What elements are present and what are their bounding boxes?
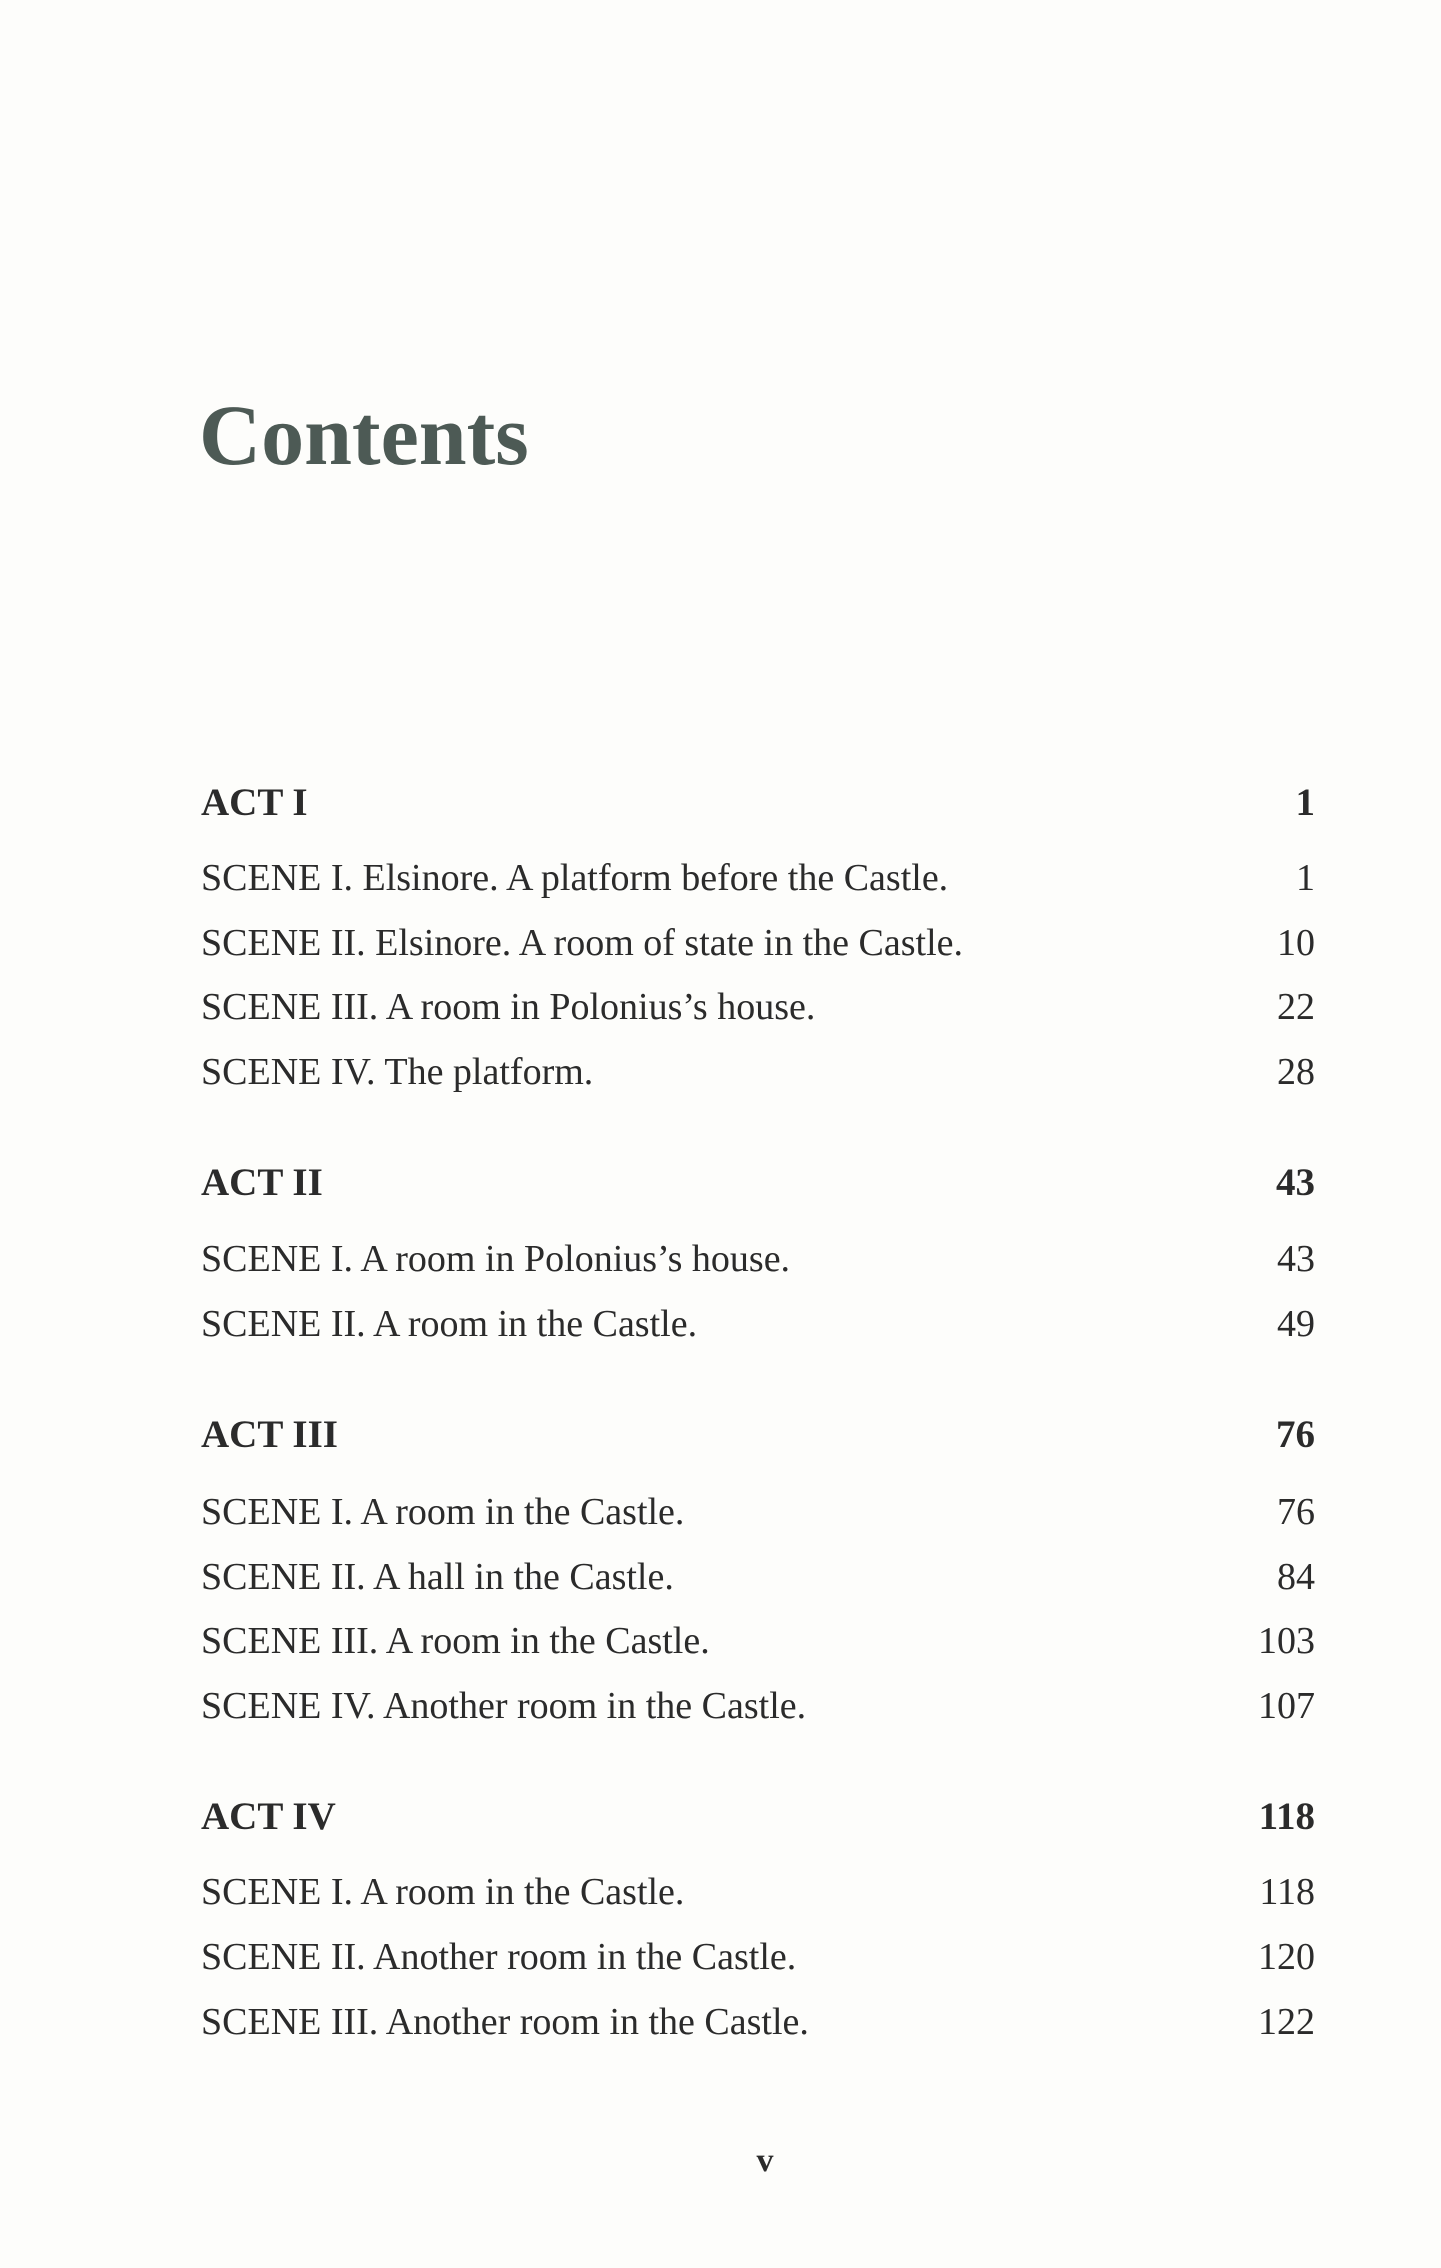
scene-entry (201, 1867, 1315, 1917)
scene-entry-page: 120 (1258, 1936, 1315, 1978)
scene-entry-label: SCENE II. Elsinore. A room of state in the Castle. (201, 922, 964, 964)
scene-entry (201, 1487, 1315, 1537)
scene-entry-label: SCENE IV. The platform. (201, 1051, 594, 1093)
scene-entry-label: SCENE III. A room in Polonius’s house. (201, 986, 816, 1028)
act-heading-label: ACT III (201, 1413, 338, 1456)
scene-entry-label: SCENE II. A hall in the Castle. (201, 1556, 674, 1598)
act-heading-page: 43 (1276, 1161, 1315, 1204)
scene-entry-label: SCENE IV. Another room in the Castle. (201, 1685, 807, 1727)
scene-entry (201, 1932, 1315, 1982)
act-heading-page: 1 (1295, 781, 1315, 824)
page-title: Contents (199, 387, 529, 483)
scene-entry-label: SCENE III. A room in the Castle. (201, 1620, 710, 1662)
scene-entry (201, 853, 1315, 903)
scene-entry-page: 22 (1277, 986, 1315, 1028)
scene-entry (201, 1047, 1315, 1097)
act-heading-page: 76 (1276, 1413, 1315, 1456)
act-heading (201, 1158, 1315, 1208)
scene-entry-label: SCENE II. A room in the Castle. (201, 1303, 698, 1345)
scene-entry-page: 28 (1277, 1051, 1315, 1093)
scene-entry-page: 103 (1258, 1620, 1315, 1662)
act-heading-label: ACT II (201, 1161, 323, 1204)
act-heading (201, 778, 1315, 828)
scene-entry-label: SCENE I. A room in Polonius’s house. (201, 1238, 791, 1280)
act-heading-label: ACT IV (201, 1795, 336, 1838)
scene-entry (201, 1681, 1315, 1731)
scene-entry (201, 1299, 1315, 1349)
act-heading-label: ACT I (201, 781, 308, 824)
scene-entry-page: 122 (1258, 2001, 1315, 2043)
scene-entry (201, 1616, 1315, 1666)
scene-entry-label: SCENE I. Elsinore. A platform before the Castle. (201, 857, 949, 899)
scene-entry-page: 49 (1277, 1303, 1315, 1345)
act-heading (201, 1792, 1315, 1842)
scene-entry (201, 982, 1315, 1032)
scene-entry (201, 918, 1315, 968)
act-heading (201, 1410, 1315, 1460)
scene-entry-page: 118 (1259, 1871, 1315, 1913)
scene-entry-label: SCENE I. A room in the Castle. (201, 1871, 685, 1913)
scene-entry-label: SCENE I. A room in the Castle. (201, 1491, 685, 1533)
scene-entry (201, 1552, 1315, 1602)
scene-entry-page: 76 (1277, 1491, 1315, 1533)
scene-entry-page: 43 (1277, 1238, 1315, 1280)
scene-entry-label: SCENE II. Another room in the Castle. (201, 1936, 797, 1978)
scene-entry (201, 1997, 1315, 2047)
page-number: v (756, 2142, 774, 2179)
scene-entry-page: 107 (1258, 1685, 1315, 1727)
scene-entry-page: 84 (1277, 1556, 1315, 1598)
scene-entry-page: 10 (1277, 922, 1315, 964)
scene-entry-page: 1 (1296, 857, 1315, 899)
act-heading-page: 118 (1258, 1795, 1315, 1838)
scene-entry-label: SCENE III. Another room in the Castle. (201, 2001, 809, 2043)
scene-entry (201, 1234, 1315, 1284)
